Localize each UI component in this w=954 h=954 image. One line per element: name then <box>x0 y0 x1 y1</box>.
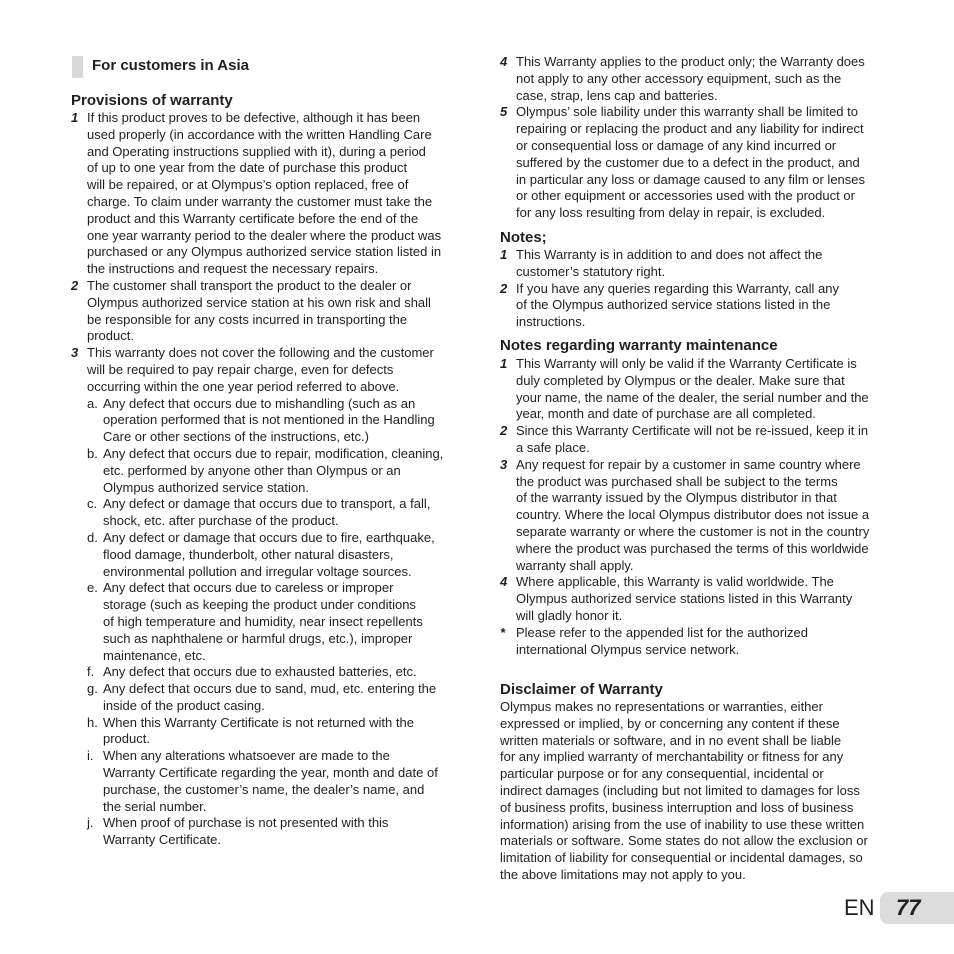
item-letter: i. <box>87 748 94 764</box>
numbered-item <box>500 574 900 624</box>
text-line: Any defect that occurs due to mishandling (such as an <box>103 395 416 411</box>
item-text <box>516 423 900 457</box>
item-number: 5 <box>500 104 508 120</box>
text-line: This Warranty is in addition to and does not affect the <box>516 247 823 262</box>
item-text <box>516 457 900 575</box>
item-text <box>103 396 473 446</box>
item-letter: b. <box>87 445 98 461</box>
text-line: limitation of liability for consequential or incidental damages, so <box>500 850 863 866</box>
language-label: EN <box>844 895 875 920</box>
text-line: purchased or any Olympus authorized service station listed in <box>87 244 442 260</box>
item-text <box>516 356 900 423</box>
item-text <box>103 748 473 815</box>
disclaimer-heading: Disclaimer of Warranty <box>500 681 663 698</box>
item-text <box>516 281 900 331</box>
item-text <box>87 110 473 278</box>
text-line: of the Olympus authorized service stations listed in the <box>516 297 831 313</box>
lettered-item <box>87 530 473 580</box>
text-line: for any implied warranty of merchantability or fitness for any <box>500 749 844 765</box>
text-line: product. <box>103 731 150 747</box>
text-line: your name, the name of the dealer, the serial number and the <box>516 389 869 405</box>
item-letter: d. <box>87 529 98 545</box>
item-text <box>103 664 473 681</box>
text-line: separate warranty or where the customer is not in the country <box>516 523 870 539</box>
item-letter: f. <box>87 664 95 680</box>
numbered-item <box>71 345 473 395</box>
text-line: will be required to pay repair charge, even for defects <box>87 361 394 377</box>
item-text <box>516 574 900 624</box>
text-line: This Warranty will only be valid if the Warranty Certificate is <box>516 356 857 371</box>
text-line: suffered by the customer due to a defect in the product, and <box>516 154 860 170</box>
item-letter: c. <box>87 496 98 512</box>
text-line: product and this Warranty certificate before the end of the <box>87 210 419 226</box>
item-letter: g. <box>87 681 98 697</box>
item-number: 3 <box>500 456 508 472</box>
lettered-item <box>87 446 473 496</box>
item-letter: j. <box>87 815 94 831</box>
text-line: indirect damages (including but not limited to damages for loss <box>500 782 860 798</box>
text-line: information) arising from the use of inability to use these written <box>500 816 865 832</box>
text-line: used properly (in accordance with the written Handling Care <box>87 126 432 142</box>
text-line: year, month and date of purchase are all completed. <box>516 406 816 422</box>
text-line: particular purpose or for any consequential, incidental or <box>500 766 824 782</box>
text-line: shock, etc. after purchase of the product. <box>103 513 339 529</box>
text-line: be responsible for any costs incurred in transporting the <box>87 311 408 327</box>
page-footer <box>844 892 954 924</box>
item-text <box>103 496 473 530</box>
text-line: repairing or replacing the product and any liability for indirect <box>516 121 864 137</box>
item-text <box>103 715 473 749</box>
text-line: Olympus authorized service station at his own risk and shall <box>87 294 431 310</box>
item-number: 1 <box>500 247 508 262</box>
text-line: such as naphthalene or harmful drugs, etc.), improper <box>103 630 413 646</box>
item-text <box>516 625 900 659</box>
text-line: not apply to any other accessory equipment, such as the <box>516 70 842 86</box>
notes-list <box>500 247 900 331</box>
numbered-item <box>71 110 473 278</box>
item-text <box>516 104 900 222</box>
maintenance-heading: Notes regarding warranty maintenance <box>500 337 778 354</box>
text-line: storage (such as keeping the product under conditions <box>103 597 416 613</box>
item-text <box>516 247 900 281</box>
item-text <box>103 580 473 664</box>
item-number: 1 <box>71 110 79 125</box>
item-text <box>103 681 473 715</box>
text-line: Where applicable, this Warranty is valid worldwide. The <box>516 574 834 590</box>
text-line: Any defect that occurs due to careless or improper <box>103 580 394 596</box>
item-number: 4 <box>500 574 508 590</box>
text-line: of the warranty issued by the Olympus distributor in that <box>516 490 837 506</box>
provisions-heading: Provisions of warranty <box>71 92 233 109</box>
text-line: in particular any loss or damage caused to any film or lenses <box>516 171 866 187</box>
text-line: materials or software. Some states do not allow the exclusion or <box>500 833 868 849</box>
text-line: one year warranty period to the dealer where the product was <box>87 227 442 243</box>
text-line: The customer shall transport the product to the dealer or <box>87 277 412 293</box>
text-line: international Olympus service network. <box>516 641 740 657</box>
text-line: case, strap, lens cap and batteries. <box>516 87 718 103</box>
provisions-numbered-items <box>71 110 473 396</box>
lettered-item <box>87 815 473 849</box>
provisions-continued-list <box>500 54 900 222</box>
item-text <box>87 278 473 345</box>
text-line: Any defect that occurs due to sand, mud, etc. entering the <box>103 681 437 697</box>
text-line: occurring within the one year period referred to above. <box>87 378 400 394</box>
text-line: product. <box>87 328 134 344</box>
text-line: Any defect that occurs due to repair, modification, cleaning, <box>103 445 444 461</box>
text-line: duly completed by Olympus or the dealer. Make sure that <box>516 372 845 388</box>
text-line: for any loss resulting from delay in repair, is excluded. <box>516 205 826 221</box>
item-number: 1 <box>500 356 508 371</box>
item-letter: h. <box>87 714 98 730</box>
asia-heading: For customers in Asia <box>92 57 249 74</box>
page-number-tab <box>880 892 954 924</box>
lettered-item <box>87 748 473 815</box>
text-line: inside of the product casing. <box>103 697 265 713</box>
text-line: This Warranty applies to the product only; the Warranty does <box>516 54 865 69</box>
numbered-item <box>500 457 900 575</box>
text-line: where the product was purchased the terms of this worldwide <box>516 540 869 556</box>
text-line: maintenance, etc. <box>103 647 206 663</box>
item-text <box>103 815 473 849</box>
numbered-item <box>500 356 900 423</box>
lettered-item <box>87 396 473 446</box>
numbered-item <box>500 625 900 659</box>
text-line: of up to one year from the date of purchase this product <box>87 160 408 176</box>
text-line: customer’s statutory right. <box>516 263 666 279</box>
item-letter: e. <box>87 580 98 596</box>
text-line: Olympus authorized service stations listed in this Warranty <box>516 591 853 607</box>
lettered-item <box>87 580 473 664</box>
item-text <box>516 54 900 104</box>
section-marker-bar <box>72 56 83 78</box>
item-number: 2 <box>500 423 508 439</box>
text-line: or consequential loss or damage of any kind incurred or <box>516 137 837 153</box>
numbered-item <box>500 247 900 281</box>
maintenance-list <box>500 356 900 658</box>
item-text <box>87 345 473 395</box>
lettered-item <box>87 664 473 681</box>
numbered-item <box>500 54 900 104</box>
text-line: Any request for repair by a customer in same country where <box>516 456 861 472</box>
text-line: country. Where the local Olympus distributor does not issue a <box>516 507 870 523</box>
lettered-item <box>87 496 473 530</box>
item-number: 4 <box>500 54 508 69</box>
item-number: 2 <box>500 280 508 296</box>
numbered-item <box>500 104 900 222</box>
text-line: flood damage, thunderbolt, other natural disasters, <box>103 546 394 562</box>
text-line: Any defect or damage that occurs due to transport, a fall, <box>103 496 431 512</box>
notes-heading: Notes; <box>500 229 547 246</box>
item-number: 2 <box>71 277 79 293</box>
text-line: Any defect that occurs due to exhausted batteries, etc. <box>103 664 417 680</box>
text-line: instructions. <box>516 314 586 330</box>
text-line: will be repaired, or at Olympus’s option replaced, free of <box>87 177 409 193</box>
item-number: 3 <box>71 345 79 361</box>
text-line: charge. To claim under warranty the customer must take the <box>87 193 433 209</box>
text-line: When this Warranty Certificate is not returned with the <box>103 714 414 730</box>
item-text <box>103 446 473 496</box>
text-line: written materials or software, and in no event shall be liable <box>500 732 842 748</box>
text-line: or other equipment or accessories used with the product or <box>516 188 855 204</box>
text-line: This warranty does not cover the following and the customer <box>87 345 434 361</box>
lettered-item <box>87 715 473 749</box>
numbered-item <box>500 281 900 331</box>
disclaimer-paragraph <box>500 699 900 884</box>
text-line: Since this Warranty Certificate will not be re-issued, keep it in <box>516 423 869 439</box>
text-line: If you have any queries regarding this Warranty, call any <box>516 280 839 296</box>
text-line: Please refer to the appended list for the authorized <box>516 624 808 640</box>
text-line: Warranty Certificate. <box>103 832 221 848</box>
text-line: warranty shall apply. <box>516 557 634 573</box>
provisions-sub-items <box>71 396 473 850</box>
text-line: of high temperature and humidity, near insect repellents <box>103 613 423 629</box>
text-line: the above limitations may not apply to you. <box>500 866 746 882</box>
lettered-item <box>87 681 473 715</box>
text-line: will gladly honor it. <box>516 607 623 623</box>
item-letter: a. <box>87 395 98 411</box>
text-line: and Operating instructions supplied with it), during a period <box>87 143 426 159</box>
text-line: When any alterations whatsoever are made to the <box>103 748 390 764</box>
page-number: 77 <box>896 895 921 920</box>
text-line: etc. performed by anyone other than Olympus or an <box>103 462 401 478</box>
text-line: a safe place. <box>516 439 590 455</box>
provisions-list <box>71 110 473 849</box>
text-line: Olympus authorized service station. <box>103 479 309 495</box>
text-line: the serial number. <box>103 798 207 814</box>
numbered-item <box>71 278 473 345</box>
text-line: If this product proves to be defective, although it has been <box>87 110 421 125</box>
numbered-item <box>500 423 900 457</box>
text-line: Warranty Certificate regarding the year, month and date of <box>103 765 438 781</box>
text-line: expressed or implied, by or concerning any content if these <box>500 715 840 731</box>
text-line: Any defect or damage that occurs due to fire, earthquake, <box>103 529 435 545</box>
text-line: purchase, the customer’s name, the dealer’s name, and <box>103 781 425 797</box>
text-line: Olympus makes no representations or warranties, either <box>500 699 823 714</box>
text-line: Olympus’ sole liability under this warranty shall be limited to <box>516 104 858 120</box>
text-line: of business profits, business interruption and loss of business <box>500 799 854 815</box>
text-line: Care or other sections of the instructions, etc.) <box>103 429 369 445</box>
text-line: environmental pollution and irregular voltage sources. <box>103 563 412 579</box>
text-line: When proof of purchase is not presented with this <box>103 815 389 831</box>
text-line: operation performed that is not mentioned in the Handling <box>103 412 435 428</box>
item-number: * <box>500 624 506 640</box>
item-text <box>103 530 473 580</box>
text-line: the instructions and request the necessary repairs. <box>87 261 379 277</box>
text-line: the product was purchased shall be subject to the terms <box>516 473 838 489</box>
